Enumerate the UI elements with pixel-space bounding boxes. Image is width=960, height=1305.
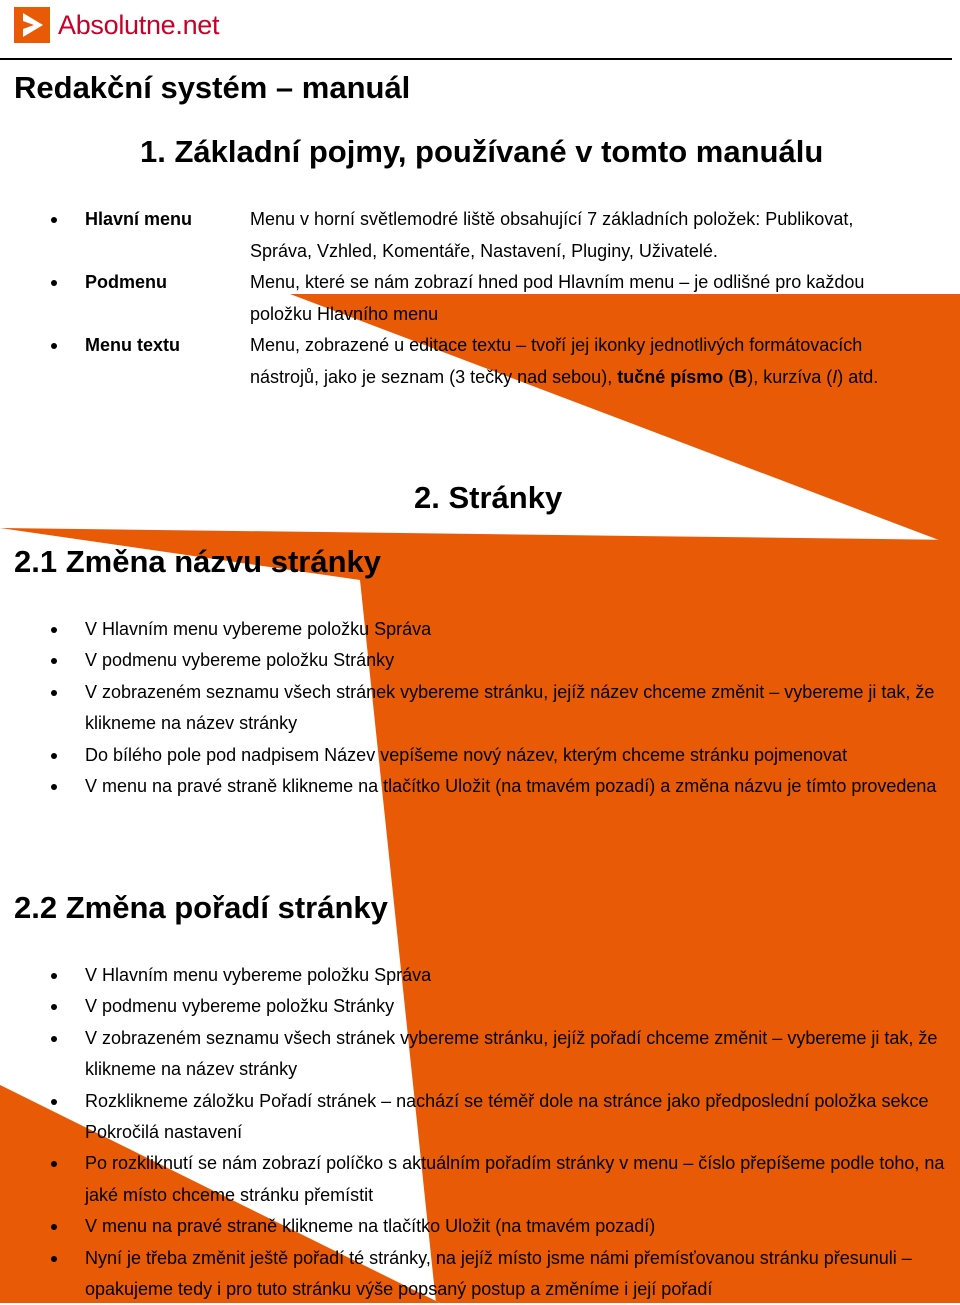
step-text: V podmenu vybereme položku Stránky bbox=[85, 650, 395, 671]
term-row bbox=[44, 330, 954, 393]
step-text: Nyní je třeba změnit ještě pořadí té stránky, na jejíž místo jsme námi přemísťovanou stránku přesunuli – opakujeme tedy i pro tuto stránku výše popsaný postup a změníme i její pořadí bbox=[85, 1247, 912, 1300]
step-text: V menu na pravé straně klikneme na tlačítko Uložit (na tmavém pozadí) bbox=[85, 1216, 656, 1237]
bullet-icon bbox=[51, 217, 57, 223]
bullet-icon bbox=[51, 343, 57, 349]
steps-list-reorder bbox=[44, 960, 954, 1305]
step-text: Rozklikneme záložku Pořadí stránek – nachází se téměř dole na stránce jako předposlední položka sekce Pokročilá nastavení bbox=[85, 1090, 929, 1143]
definition-text: ( bbox=[723, 366, 735, 387]
term-row bbox=[44, 204, 954, 267]
brand-logo[interactable] bbox=[14, 6, 219, 44]
bullet-icon bbox=[51, 690, 57, 696]
list-item bbox=[44, 991, 954, 1022]
list-item bbox=[44, 645, 954, 676]
bullet-icon bbox=[51, 658, 57, 664]
list-item bbox=[44, 1023, 954, 1086]
bullet-icon bbox=[51, 753, 57, 759]
list-item bbox=[44, 960, 954, 991]
step-text: Po rozkliknutí se nám zobrazí políčko s aktuálním pořadím stránky v menu – číslo přepíšeme podle toho, na jaké místo chceme stránku přemístit bbox=[85, 1153, 945, 1205]
list-item bbox=[44, 1243, 954, 1305]
list-item bbox=[44, 677, 954, 740]
step-text: V zobrazeném seznamu všech stránek vybereme stránku, jejíž název chceme změnit – vybereme ji tak, že klikneme na název stránky bbox=[85, 681, 935, 734]
list-item bbox=[44, 614, 954, 645]
bullet-icon bbox=[51, 1256, 57, 1262]
italic-letter: I bbox=[832, 366, 838, 387]
step-text: V zobrazeném seznamu všech stránek vybereme stránku, jejíž pořadí chceme změnit – vybereme ji tak, že klikneme na název stránky bbox=[85, 1027, 938, 1080]
section-2-heading: 2. Stránky bbox=[414, 480, 563, 515]
list-item bbox=[44, 1148, 954, 1211]
terms-list bbox=[44, 204, 954, 393]
list-item bbox=[44, 740, 954, 771]
bullet-icon bbox=[51, 280, 57, 286]
term-row bbox=[44, 267, 954, 330]
term-definition: Menu, které se nám zobrazí hned pod Hlavním menu – je odlišné pro každou položku Hlavního menu bbox=[250, 272, 865, 324]
bullet-icon bbox=[51, 784, 57, 790]
step-text: V Hlavním menu vybereme položku Správa bbox=[85, 965, 432, 985]
list-item bbox=[44, 771, 954, 802]
definition-text: ), kurzíva ( bbox=[747, 366, 833, 387]
list-item bbox=[44, 1086, 954, 1149]
absolutne-logo-icon bbox=[14, 7, 50, 43]
step-text: Do bílého pole pod nadpisem Název vepíšeme nový název, kterým chceme stránku pojmenovat bbox=[85, 744, 848, 765]
section-1-heading: 1. Základní pojmy, používané v tomto manuálu bbox=[140, 134, 824, 169]
bullet-icon bbox=[51, 1036, 57, 1042]
bold-example: tučné písmo bbox=[617, 366, 724, 387]
term-label: Menu textu bbox=[85, 335, 181, 355]
header-divider bbox=[0, 58, 952, 60]
bullet-icon bbox=[51, 627, 57, 633]
bullet-icon bbox=[51, 1161, 57, 1167]
term-label: Hlavní menu bbox=[85, 209, 193, 229]
term-label: Podmenu bbox=[85, 272, 168, 292]
term-definition: Menu v horní světlemodré liště obsahující 7 základních položek: Publikovat, Správa, Vzhled, Komentáře, Nastavení, Pluginy, Uživatelé. bbox=[250, 209, 854, 261]
bullet-icon bbox=[51, 1224, 57, 1230]
step-text: V podmenu vybereme položku Stránky bbox=[85, 996, 395, 1017]
bullet-icon bbox=[51, 973, 57, 979]
list-item bbox=[44, 1211, 954, 1242]
bullet-icon bbox=[51, 1004, 57, 1010]
bullet-icon bbox=[51, 1099, 57, 1105]
steps-list-rename bbox=[44, 614, 954, 802]
bold-letter: B bbox=[734, 366, 748, 387]
step-text: V Hlavním menu vybereme položku Správa bbox=[85, 619, 432, 639]
definition-text: ) atd. bbox=[837, 366, 879, 387]
step-text: V menu na pravé straně klikneme na tlačítko Uložit (na tmavém pozadí) a změna názvu je tímto provedena bbox=[85, 776, 937, 797]
subsection-2-2-heading: 2.2 Změna pořadí stránky bbox=[14, 890, 388, 925]
term-definition bbox=[250, 330, 910, 393]
definition-text: Menu, zobrazené u editace textu – tvoří jej ikonky jednotlivých formátovacích nástrojů, jako je seznam (3 tečky nad sebou), bbox=[250, 335, 863, 387]
brand-name: Absolutne.net bbox=[58, 9, 220, 40]
subsection-2-1-heading: 2.1 Změna názvu stránky bbox=[14, 544, 381, 579]
document-title: Redakční systém – manuál bbox=[14, 70, 411, 105]
